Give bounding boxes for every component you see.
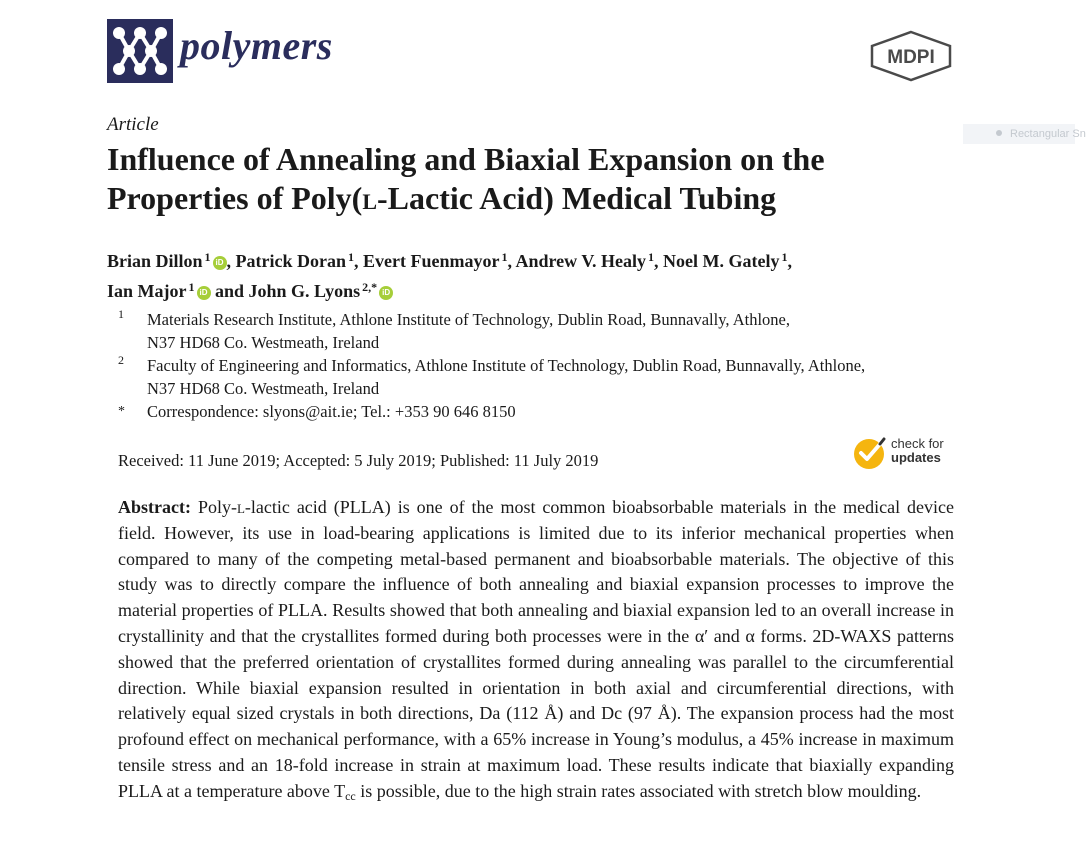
check-for-updates-badge[interactable]	[853, 436, 963, 472]
affiliation-line: Materials Research Institute, Athlone Institute of Technology, Dublin Road, Bunnavally, Athlone,	[147, 310, 790, 329]
author-affiliation-mark: 1	[204, 250, 211, 264]
affiliation-line: Faculty of Engineering and Informatics, Athlone Institute of Technology, Dublin Road, Bunnavally, Athlone,	[147, 356, 866, 375]
title-smallcap: l	[362, 180, 378, 216]
publisher-name: MDPI	[887, 47, 935, 68]
article-title	[107, 140, 967, 218]
author-affiliation-mark: 1	[501, 250, 508, 264]
correspondence	[118, 400, 968, 423]
author-affiliation-mark: 2,*	[362, 280, 378, 294]
article-type: Article	[107, 114, 159, 135]
abstract-smallcap: l	[236, 497, 245, 517]
affiliation-item	[118, 354, 968, 400]
author-name[interactable]: Evert Fuenmayor	[363, 251, 500, 271]
mdpi-logo-icon	[870, 30, 952, 82]
correspondence-mark: *	[118, 404, 125, 419]
author-name[interactable]: John G. Lyons	[248, 281, 361, 301]
author-name[interactable]: Brian Dillon	[107, 251, 203, 271]
author-name[interactable]: Noel M. Gately	[663, 251, 780, 271]
affiliation-line: N37 HD68 Co. Westmeath, Ireland	[147, 379, 380, 398]
check-updates-line2: updates	[891, 450, 941, 465]
abstract	[118, 495, 954, 810]
journal-logo-icon	[107, 19, 173, 83]
orcid-icon[interactable]: iD	[197, 286, 211, 300]
abstract-text-2: -lactic acid (PLLA) is one of the most common bioabsorbable materials in the medical device field. However, its use in load-bearing applications is limited due to its inferior mechanical properties when compared to many of the competing metal-based permanent and bioabsorbable materials. The objective of this study was to directly compare the influence of both annealing and biaxial expansion processes to improve the material properties of PLLA. Results showed that both annealing and biaxial expansion led to an overall increase in crystallinity and that the crystallites formed during both processes were in the α′ and α forms. 2D-WAXS patterns showed that the preferred orientation of crystallites formed during annealing was parallel to the circumferential direction. While biaxial expansion resulted in orientation in both axial and circumferential directions, with relatively equal sized crystals in both directions, Da (112 Å) and Dc (97 Å). The expansion process had the most profound effect on mechanical performance, with a 65% increase in Young’s modulus, a 45% increase in maximum tensile stress and an 18-fold increase in strain at maximum load. These results indicate that biaxially expanding PLLA at a temperature above T	[118, 497, 955, 801]
author-affiliation-mark: 1	[648, 250, 655, 264]
correspondence-text[interactable]: Correspondence: slyons@ait.ie; Tel.: +353 90 646 8150	[147, 402, 516, 421]
affiliation-mark: 1	[118, 307, 124, 321]
author-affiliation-mark: 1	[348, 250, 355, 264]
affiliation-item	[118, 308, 968, 354]
abstract-text-3: is possible, due to the high strain rates associated with stretch blow moulding.	[355, 780, 922, 801]
side-tab-label: Rectangular Sn	[1010, 128, 1086, 140]
affiliation-line: N37 HD68 Co. Westmeath, Ireland	[147, 333, 380, 352]
check-updates-icon	[853, 436, 887, 470]
author-affiliation-mark: 1	[781, 250, 788, 264]
abstract-text-1: Poly-	[197, 497, 237, 517]
author-list: Brian Dillon $^1$ iD , Patrick Doran $^1$, Evert Fuenmayor $^1$, Andrew V. Healy $^1$, Noel M. Gately $^1$, Ian Major $^1$ iD and John G. Lyons $^{2,*}$ iD	[107, 250, 792, 301]
journal-name: polymers	[180, 23, 333, 68]
title-part1: Influence of Annealing and Biaxial Expansion on the Properties of Poly(	[107, 141, 825, 216]
orcid-icon[interactable]: iD	[213, 256, 227, 270]
author-name[interactable]: Patrick Doran	[235, 251, 347, 271]
publication-dates: Received: 11 June 2019; Accepted: 5 July 2019; Published: 11 July 2019	[118, 451, 599, 470]
abstract-label: Abstract:	[118, 497, 191, 517]
author-affiliation-mark: 1	[188, 280, 195, 294]
abstract-subscript: cc	[345, 788, 356, 803]
affiliation-mark: 2	[118, 353, 124, 367]
authors-and: and	[215, 281, 245, 301]
check-updates-line1: check for	[891, 436, 944, 451]
title-part2: -Lactic Acid) Medical Tubing	[377, 180, 777, 216]
orcid-icon[interactable]: iD	[379, 286, 393, 300]
affiliations	[118, 308, 968, 423]
author-name[interactable]: Ian Major	[107, 281, 187, 301]
dot-icon	[996, 130, 1002, 136]
author-name[interactable]: Andrew V. Healy	[515, 251, 647, 271]
side-tab[interactable]	[963, 124, 1086, 144]
